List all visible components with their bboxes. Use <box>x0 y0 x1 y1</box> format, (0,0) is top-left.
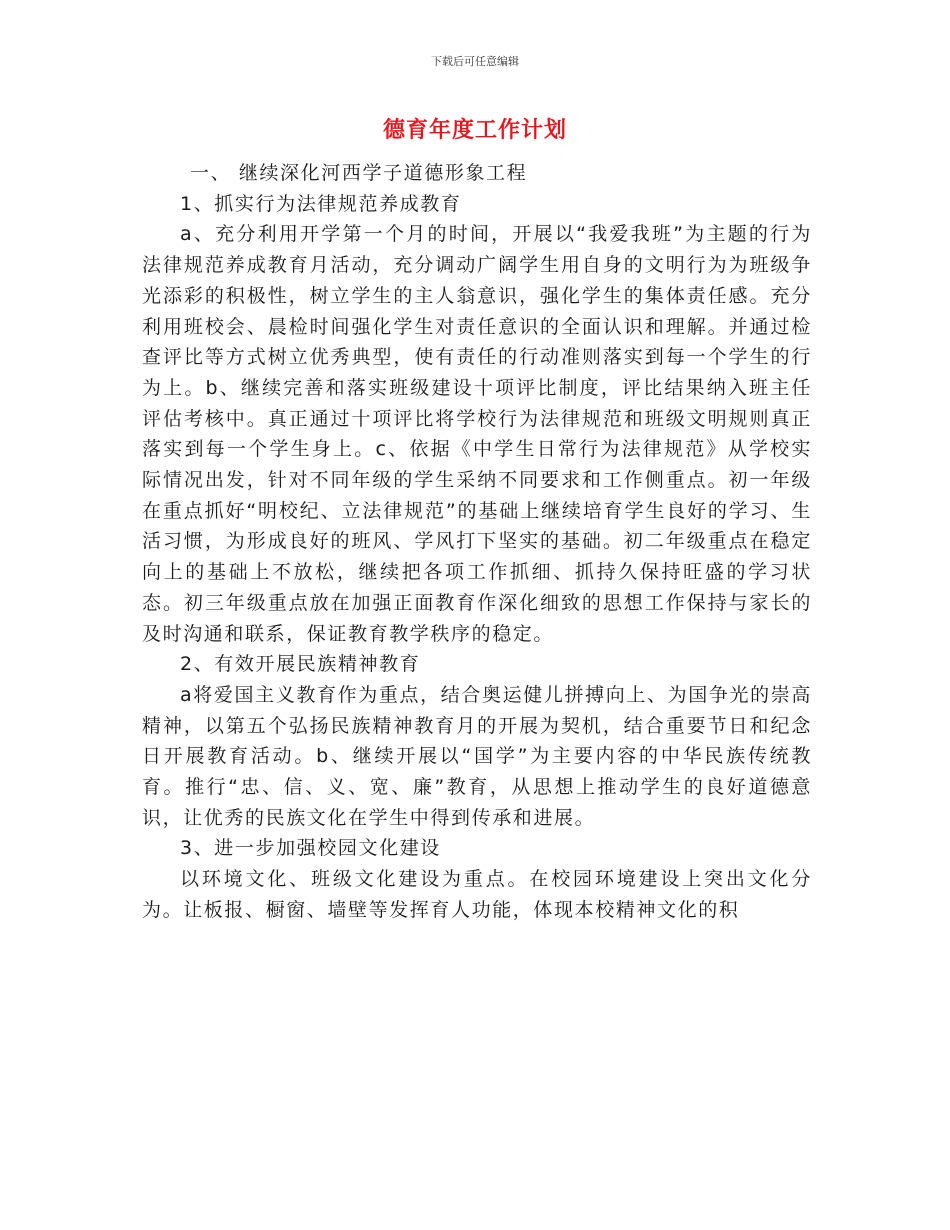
document-title: 德育年度工作计划 <box>382 118 567 143</box>
subsection-heading-1: 1、抓实行为法律规范养成教育 <box>180 192 462 215</box>
subsection-heading-2: 2、有效开展民族精神教育 <box>180 653 421 676</box>
header-note: 下载后可任意编辑 <box>431 55 519 68</box>
subsection-heading-3: 3、进一步加强校园文化建设 <box>180 837 441 860</box>
paragraph-2: a将爱国主义教育作为重点，结合奥运健儿拼搏向上、为国争光的崇高精神，以第五个弘扬民族精神教育月的开展为契机，结合重要节日和纪念日开展教育活动。b、继续开展以“国学”为主要内容的中华民族传统教育。推行“忠、信、义、宽、廉”教育，从思想上推动学生的良好道德意识，让优秀的民族文化在学生中得到传承和进展。 <box>142 683 812 829</box>
document-body <box>142 158 812 926</box>
section-heading-1: 一、 继续深化河西学子道德形象工程 <box>190 162 528 184</box>
paragraph-3: 以环境文化、班级文化建设为重点。在校园环境建设上突出文化分为。让板报、橱窗、墙壁等发挥育人功能，体现本校精神文化的积 <box>142 868 812 921</box>
paragraph-1: a、充分利用开学第一个月的时间，开展以“我爱我班”为主题的行为法律规范养成教育月活动，充分调动广阔学生用自身的文明行为为班级争光添彩的积极性，树立学生的主人翁意识，强化学生的集体责任感。充分利用班校会、晨检时间强化学生对责任意识的全面认识和理解。并通过检查评比等方式树立优秀典型，使有责任的行动准则落实到每一个学生的行为上。b、继续完善和落实班级建设十项评比制度，评比结果纳入班主任评估考核中。真正通过十项评比将学校行为法律规范和班级文明规则真正落实到每一个学生身上。c、依据《中学生日常行为法律规范》从学校实际情况出发，针对不同年级的学生采纳不同要求和工作侧重点。初一年级在重点抓好“明校纪、立法律规范”的基础上继续培育学生良好的学习、生活习惯，为形成良好的班风、学风打下坚实的基础。初二年级重点在稳定向上的基础上不放松，继续把各项工作抓细、抓持久保持旺盛的学习状态。初三年级重点放在加强正面教育作深化细致的思想工作保持与家长的及时沟通和联系，保证教育教学秩序的稳定。 <box>142 223 812 645</box>
